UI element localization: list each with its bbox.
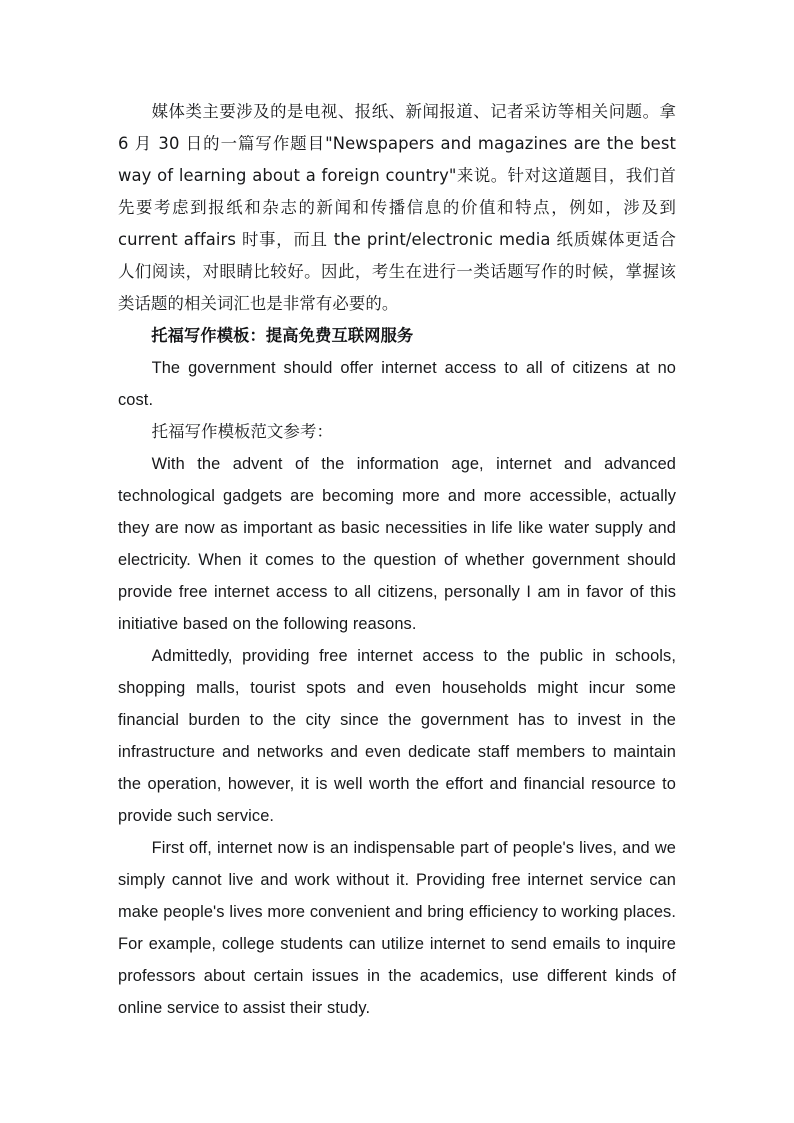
- paragraph-sample-label: 托福写作模板范文参考：: [151, 422, 334, 441]
- section-heading-template-title: 托福写作模板：提高免费互联网服务: [151, 326, 414, 345]
- document-body: [118, 96, 676, 1024]
- paragraph-essay-reason-one: First off, internet now is an indispensable part of people's lives, and we simply cannot live and work without it. Providing free internet service can make people's lives more convenient and bring efficiency to working places. For example, college students can utilize internet to send emails to inquire professors about certain issues in the academics, use different kinds of online service to assist their study.: [118, 839, 676, 1017]
- paragraph-essay-intro: With the advent of the information age, internet and advanced technological gadgets are becoming more and more accessible, actually they are now as important as basic necessities in life like water supply and electricity. When it comes to the question of whether government should provide free internet access to all citizens, personally I am in favor of this initiative based on the following reasons.: [118, 455, 676, 633]
- paragraph-essay-concession: Admittedly, providing free internet access to the public in schools, shopping malls, tourist spots and even households might incur some financial burden to the city since the government has to invest in the infrastructure and networks and even dedicate staff members to maintain the operation, however, it is well worth the effort and financial resource to provide such service.: [118, 647, 676, 825]
- paragraph-intro: 媒体类主要涉及的是电视、报纸、新闻报道、记者采访等相关问题。拿 6 月 30 日的一篇写作题目"Newspapers and magazines are the best way of learning about a foreign country"来说。针对这道题目，我们首先要考虑到报纸和杂志的新闻和传播信息的价值和特点，例如，涉及到 current affairs 时事，而且 the print/electronic media 纸质媒体更适合人们阅读，对眼睛比较好。因此，考生在进行一类话题写作的时候，掌握该类话题的相关词汇也是非常有必要的。: [118, 102, 676, 313]
- paragraph-prompt: The government should offer internet access to all of citizens at no cost.: [118, 359, 676, 409]
